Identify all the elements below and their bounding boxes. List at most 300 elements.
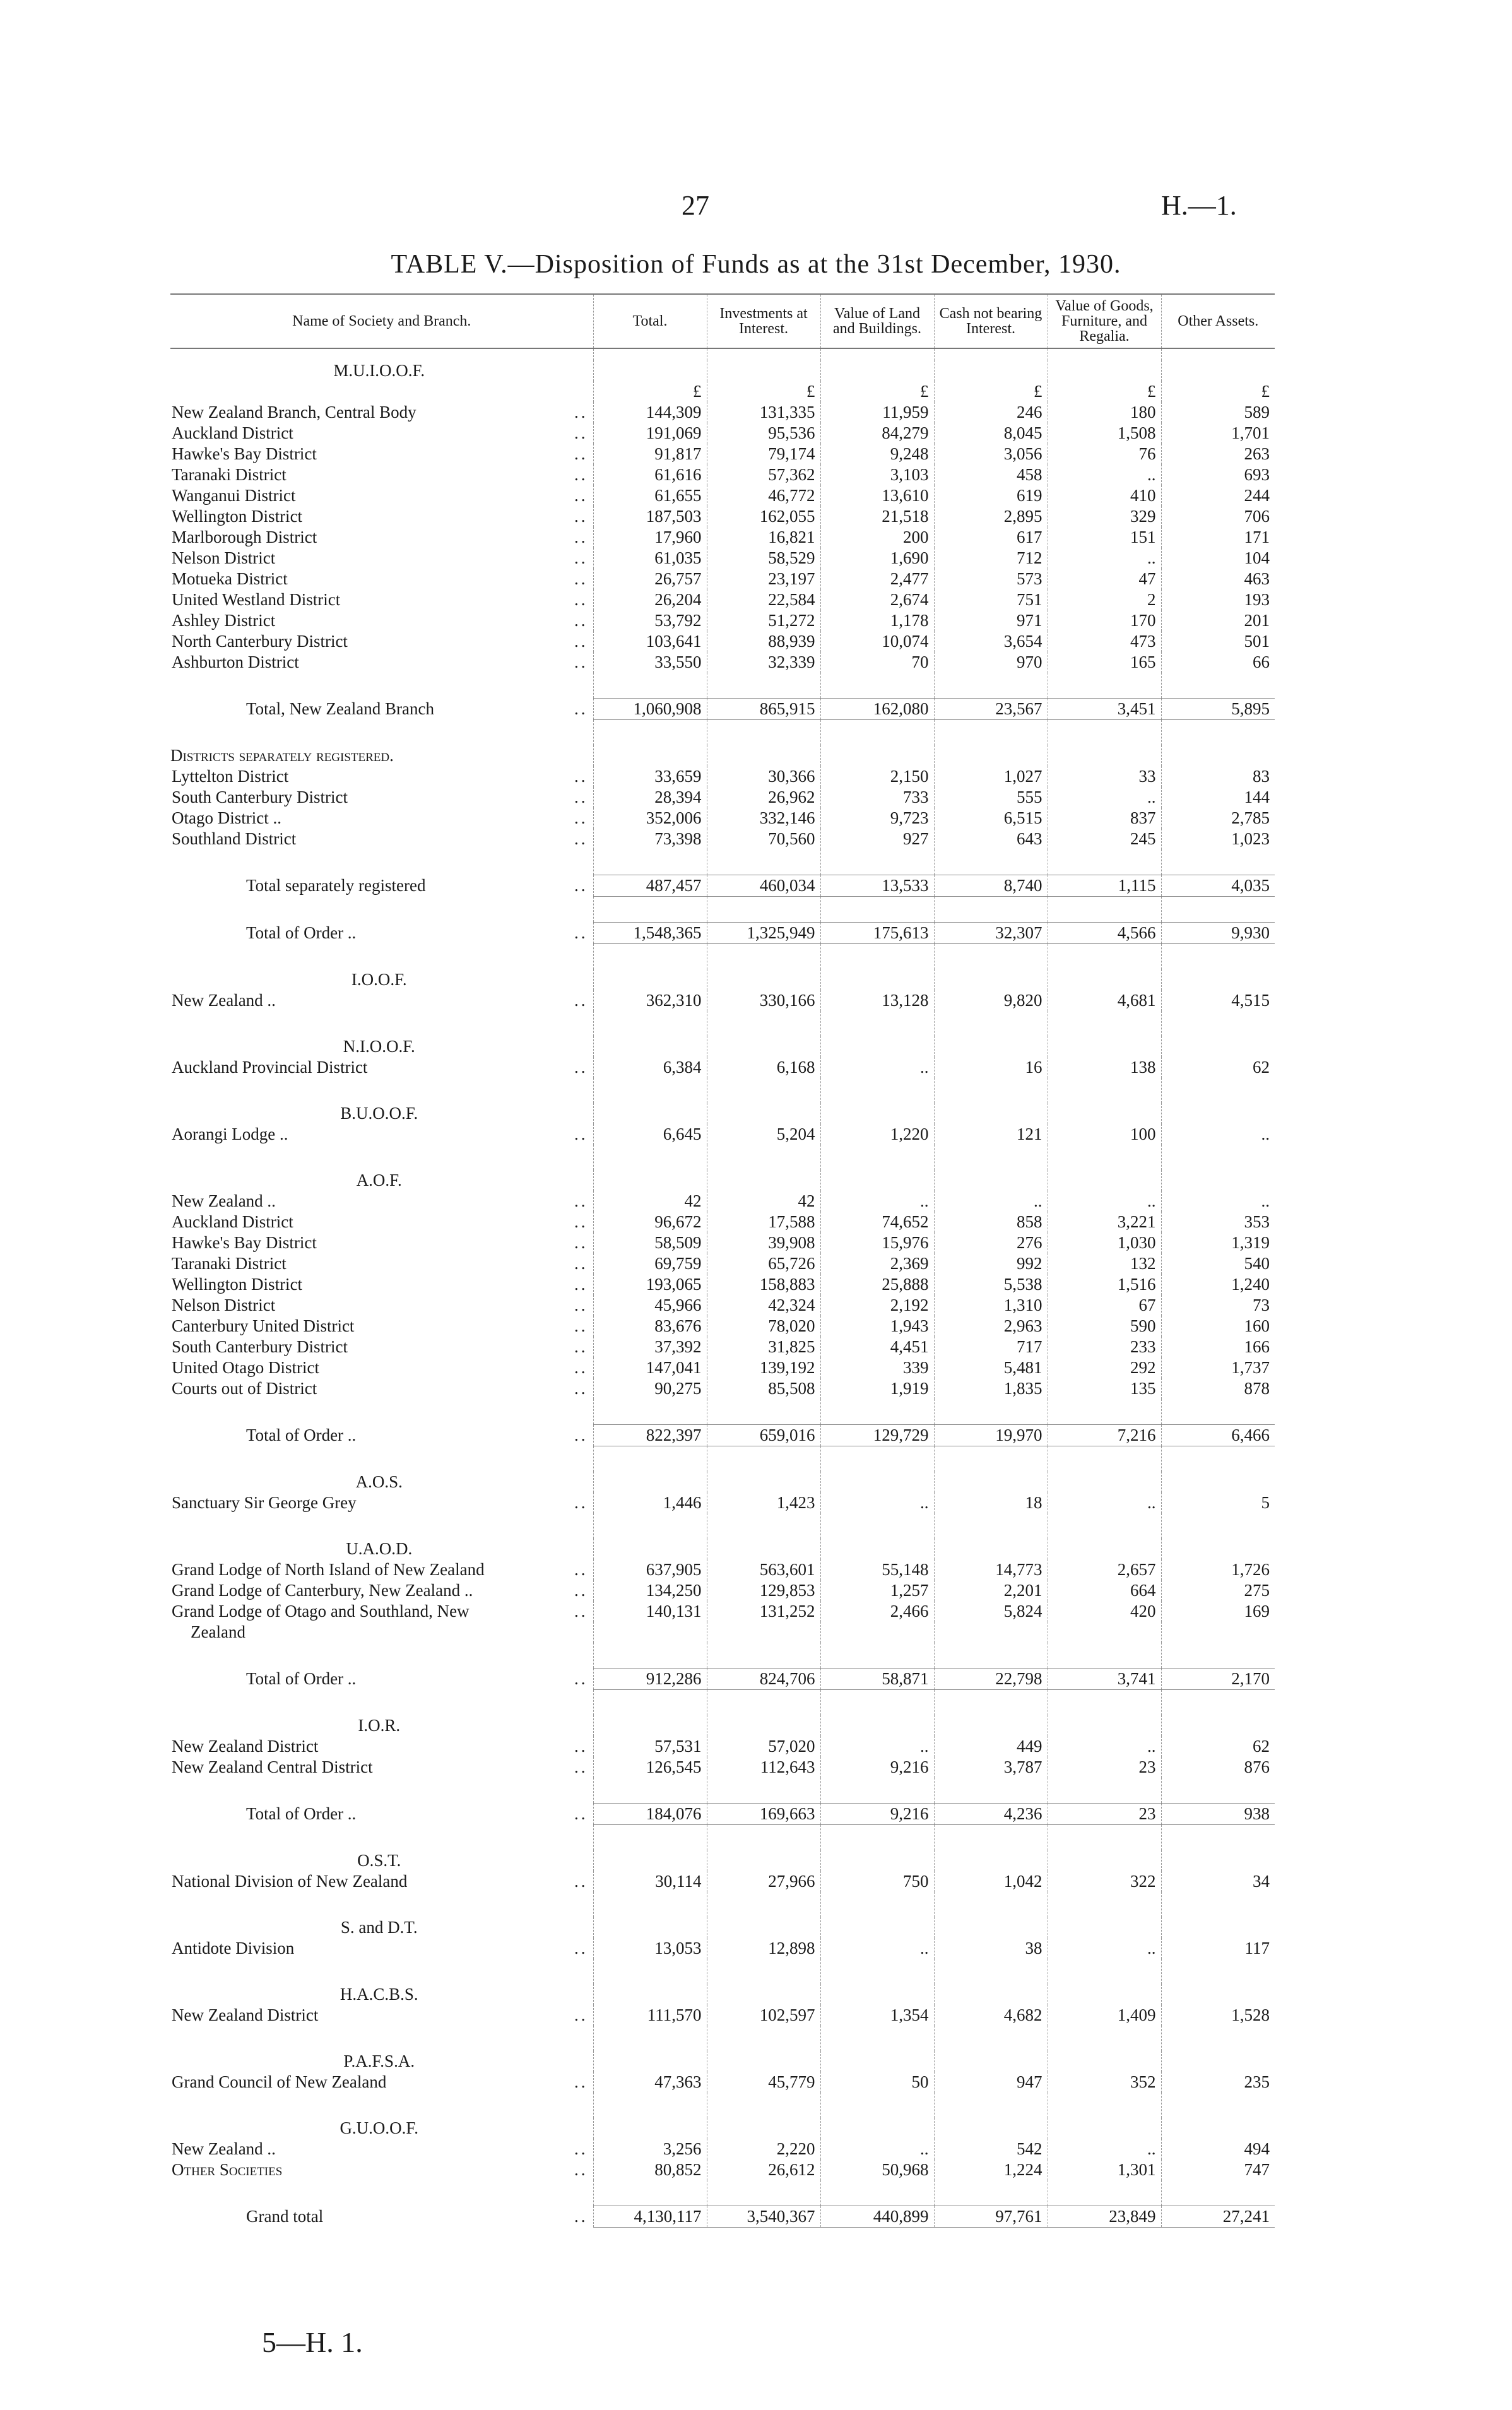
section-heading-row <box>170 1539 1275 1559</box>
value-cell: 7,216 <box>1048 1425 1161 1446</box>
value-cell: 2,477 <box>820 569 934 589</box>
value-cell: .. <box>1048 2139 1161 2159</box>
row-label: Total, New Zealand Branch <box>246 699 434 718</box>
value-cell: 712 <box>934 548 1048 569</box>
value-cell: 750 <box>820 1871 934 1892</box>
value-cell: 191,069 <box>593 423 707 444</box>
section-heading-row <box>170 745 1275 766</box>
value-cell: 245 <box>1048 829 1161 849</box>
value-cell: .. <box>1048 1191 1161 1212</box>
value-cell: 9,248 <box>820 444 934 464</box>
value-cell: 32,307 <box>934 923 1048 944</box>
value-cell: 1,423 <box>707 1492 820 1513</box>
table-row <box>170 2005 1275 2026</box>
leader-dots: .. <box>574 1379 588 1398</box>
value-cell: 2,657 <box>1048 1559 1161 1580</box>
row-label: Other Societies <box>172 2160 283 2179</box>
column-header-other-assets: Other Assets. <box>1161 294 1275 348</box>
value-cell: 22,584 <box>707 589 820 610</box>
row-label: Hawke's Bay District <box>172 444 317 463</box>
table-row <box>170 1232 1275 1253</box>
value-cell: 22,798 <box>934 1669 1048 1690</box>
row-label: New Zealand Central District <box>172 1757 373 1776</box>
value-cell: 78,020 <box>707 1316 820 1337</box>
value-cell: 158,883 <box>707 1274 820 1295</box>
value-cell: 440,899 <box>820 2206 934 2228</box>
value-cell: 10,074 <box>820 631 934 652</box>
value-cell: 460,034 <box>707 875 820 897</box>
table-row <box>170 485 1275 506</box>
leader-dots: .. <box>574 1191 588 1210</box>
spacer-row <box>170 720 1275 746</box>
row-label: Grand Council of New Zealand <box>172 2072 387 2091</box>
column-header-land-buildings: Value of Land and Buildings. <box>820 294 934 348</box>
value-cell: 5 <box>1161 1492 1275 1513</box>
section-heading: Districts separately registered. <box>170 746 394 765</box>
section-heading: H.A.C.B.S. <box>340 1985 418 2004</box>
value-cell: 487,457 <box>593 875 707 897</box>
row-label: New Zealand .. <box>172 1191 276 1210</box>
value-cell: 352 <box>1048 2072 1161 2093</box>
table-row <box>170 990 1275 1011</box>
value-cell: 542 <box>934 2139 1048 2159</box>
column-header-cash: Cash not bearing Interest. <box>934 294 1048 348</box>
value-cell: 1,220 <box>820 1124 934 1145</box>
value-cell <box>820 1622 934 1643</box>
leader-dots: .. <box>574 486 588 505</box>
value-cell: 58,529 <box>707 548 820 569</box>
section-heading: I.O.R. <box>358 1716 401 1735</box>
value-cell: 235 <box>1161 2072 1275 2093</box>
value-cell: 39,908 <box>707 1232 820 1253</box>
value-cell: 6,384 <box>593 1057 707 1078</box>
value-cell: 27,966 <box>707 1871 820 1892</box>
value-cell: 9,930 <box>1161 923 1275 944</box>
table-row <box>170 631 1275 652</box>
value-cell: 9,820 <box>934 990 1048 1011</box>
value-cell: 3,741 <box>1048 1669 1161 1690</box>
value-cell: 3,056 <box>934 444 1048 464</box>
value-cell: .. <box>820 1057 934 1078</box>
table-row <box>170 444 1275 464</box>
row-label: Ashley District <box>172 611 276 630</box>
value-cell: 169 <box>1161 1601 1275 1622</box>
value-cell: 42,324 <box>707 1295 820 1316</box>
value-cell: 4,236 <box>934 1804 1048 1825</box>
value-cell: 2,220 <box>707 2139 820 2159</box>
section-heading-row <box>170 1170 1275 1191</box>
table-row <box>170 506 1275 527</box>
value-cell: 912,286 <box>593 1669 707 1690</box>
value-cell: 171 <box>1161 527 1275 548</box>
value-cell: .. <box>1048 787 1161 808</box>
row-label: United Westland District <box>172 590 341 609</box>
table-row <box>170 1492 1275 1513</box>
value-cell: 144 <box>1161 787 1275 808</box>
row-label: New Zealand .. <box>172 991 276 1010</box>
value-cell: 1,737 <box>1161 1357 1275 1378</box>
spacer-row <box>170 2180 1275 2206</box>
value-cell: 88,939 <box>707 631 820 652</box>
value-cell: 540 <box>1161 1253 1275 1274</box>
section-heading: O.S.T. <box>357 1851 401 1870</box>
value-cell: 563,601 <box>707 1559 820 1580</box>
row-label: Lyttelton District <box>172 767 289 786</box>
value-cell: 589 <box>1161 402 1275 423</box>
leader-dots: .. <box>574 1275 588 1294</box>
table-row <box>170 787 1275 808</box>
value-cell: 67 <box>1048 1295 1161 1316</box>
section-heading: B.U.O.O.F. <box>340 1104 418 1123</box>
value-cell: 61,035 <box>593 548 707 569</box>
value-cell: 5,481 <box>934 1357 1048 1378</box>
leader-dots: .. <box>574 808 588 827</box>
value-cell: 134,250 <box>593 1580 707 1601</box>
table-row <box>170 2072 1275 2093</box>
value-cell: 233 <box>1048 1337 1161 1357</box>
value-cell: 1,310 <box>934 1295 1048 1316</box>
value-cell: .. <box>1161 1191 1275 1212</box>
column-header-total: Total. <box>593 294 707 348</box>
value-cell: 140,131 <box>593 1601 707 1622</box>
value-cell: 822,397 <box>593 1425 707 1446</box>
value-cell: 2,963 <box>934 1316 1048 1337</box>
value-cell: 1,030 <box>1048 1232 1161 1253</box>
row-label: United Otago District <box>172 1358 319 1377</box>
value-cell: 9,216 <box>820 1757 934 1778</box>
row-label: Otago District .. <box>172 808 281 827</box>
value-cell: 102,597 <box>707 2005 820 2026</box>
column-header-investments: Investments at Interest. <box>707 294 820 348</box>
value-cell: 13,610 <box>820 485 934 506</box>
value-cell: 1,919 <box>820 1378 934 1399</box>
value-cell: 83,676 <box>593 1316 707 1337</box>
table-row <box>170 402 1275 423</box>
value-cell: 55,148 <box>820 1559 934 1580</box>
leader-dots: .. <box>574 1602 588 1621</box>
row-label: Taranaki District <box>172 465 286 484</box>
value-cell: 62 <box>1161 1736 1275 1757</box>
value-cell: 3,103 <box>820 464 934 485</box>
unit-cell: £ <box>707 381 820 402</box>
value-cell: 1,516 <box>1048 1274 1161 1295</box>
value-cell: 33,550 <box>593 652 707 673</box>
value-cell: 4,566 <box>1048 923 1161 944</box>
value-cell: 8,740 <box>934 875 1048 897</box>
section-heading-row <box>170 1917 1275 1938</box>
leader-dots: .. <box>574 2207 588 2226</box>
spacer-row <box>170 1643 1275 1669</box>
value-cell: 458 <box>934 464 1048 485</box>
section-heading: A.O.S. <box>355 1472 403 1491</box>
value-cell: 50,968 <box>820 2159 934 2180</box>
spacer-row <box>170 1825 1275 1851</box>
value-cell: 420 <box>1048 1601 1161 1622</box>
leader-dots: .. <box>574 1493 588 1512</box>
value-cell: 34 <box>1161 1871 1275 1892</box>
value-cell: 352,006 <box>593 808 707 829</box>
leader-dots: .. <box>574 611 588 630</box>
row-label: New Zealand District <box>172 1737 319 1756</box>
leader-dots: .. <box>574 423 588 442</box>
leader-dots: .. <box>574 767 588 786</box>
value-cell: .. <box>1048 464 1161 485</box>
section-heading-row <box>170 2118 1275 2139</box>
value-cell: 473 <box>1048 631 1161 652</box>
table-row <box>170 1253 1275 1274</box>
section-heading: M.U.I.O.O.F. <box>333 361 425 380</box>
table-row <box>170 464 1275 485</box>
value-cell: 129,729 <box>820 1425 934 1446</box>
table-row <box>170 1295 1275 1316</box>
value-cell: 66 <box>1161 652 1275 673</box>
value-cell: 4,515 <box>1161 990 1275 1011</box>
table-row <box>170 829 1275 849</box>
value-cell: 15,976 <box>820 1232 934 1253</box>
value-cell: 2,466 <box>820 1601 934 1622</box>
section-heading-row <box>170 1715 1275 1736</box>
leader-dots: .. <box>574 1254 588 1273</box>
value-cell: 590 <box>1048 1316 1161 1337</box>
total-row <box>170 1804 1275 1825</box>
value-cell: 117 <box>1161 1938 1275 1959</box>
value-cell: 61,616 <box>593 464 707 485</box>
value-cell: 362,310 <box>593 990 707 1011</box>
value-cell: 494 <box>1161 2139 1275 2159</box>
spacer-row <box>170 2026 1275 2051</box>
table-row <box>170 1124 1275 1145</box>
value-cell: 69,759 <box>593 1253 707 1274</box>
leader-dots: .. <box>574 2005 588 2024</box>
value-cell: 126,545 <box>593 1757 707 1778</box>
value-cell: 76 <box>1048 444 1161 464</box>
value-cell: 1,446 <box>593 1492 707 1513</box>
value-cell: 1,508 <box>1048 423 1161 444</box>
table-row <box>170 1871 1275 1892</box>
value-cell: 664 <box>1048 1580 1161 1601</box>
value-cell: 244 <box>1161 485 1275 506</box>
table-row <box>170 1057 1275 1078</box>
value-cell: 619 <box>934 485 1048 506</box>
row-label: Wanganui District <box>172 486 296 505</box>
row-label: South Canterbury District <box>172 788 348 806</box>
value-cell: 992 <box>934 1253 1048 1274</box>
row-label: Grand Lodge of North Island of New Zealand <box>172 1560 485 1579</box>
value-cell: 1,115 <box>1048 875 1161 897</box>
section-heading-row <box>170 1850 1275 1871</box>
row-label: Southland District <box>172 829 297 848</box>
leader-dots: .. <box>574 1872 588 1891</box>
value-cell: 1,548,365 <box>593 923 707 944</box>
value-cell: 169,663 <box>707 1804 820 1825</box>
value-cell: 1,060,908 <box>593 699 707 720</box>
leader-dots: .. <box>574 876 588 895</box>
row-label: Zealand <box>191 1622 245 1641</box>
page-number: 27 <box>682 190 709 221</box>
section-heading: I.O.O.F. <box>351 970 407 989</box>
value-cell: 751 <box>934 589 1048 610</box>
value-cell: .. <box>1048 1938 1161 1959</box>
value-cell: 706 <box>1161 506 1275 527</box>
row-label: Auckland District <box>172 423 293 442</box>
value-cell: 73,398 <box>593 829 707 849</box>
value-cell: 111,570 <box>593 2005 707 2026</box>
value-cell: 129,853 <box>707 1580 820 1601</box>
value-cell: 147,041 <box>593 1357 707 1378</box>
value-cell: .. <box>934 1191 1048 1212</box>
row-label: Courts out of District <box>172 1379 317 1398</box>
row-label: New Zealand .. <box>172 2139 276 2158</box>
value-cell: 193 <box>1161 589 1275 610</box>
value-cell: 33,659 <box>593 766 707 787</box>
value-cell: 61,655 <box>593 485 707 506</box>
row-label: Total of Order .. <box>246 1426 357 1444</box>
value-cell: 37,392 <box>593 1337 707 1357</box>
section-heading-row <box>170 1984 1275 2005</box>
table-row <box>170 1378 1275 1399</box>
value-cell: 4,035 <box>1161 875 1275 897</box>
value-cell: .. <box>1048 1492 1161 1513</box>
table-row <box>170 1274 1275 1295</box>
value-cell: 637,905 <box>593 1559 707 1580</box>
value-cell: 19,970 <box>934 1425 1048 1446</box>
value-cell: 3,256 <box>593 2139 707 2159</box>
value-cell: 200 <box>820 527 934 548</box>
table-row <box>170 1736 1275 1757</box>
value-cell: 3,540,367 <box>707 2206 820 2228</box>
value-cell: 275 <box>1161 1580 1275 1601</box>
value-cell: 246 <box>934 402 1048 423</box>
table-row <box>170 2159 1275 2180</box>
spacer-row <box>170 348 1275 360</box>
value-cell: 1,257 <box>820 1580 934 1601</box>
value-cell: 1,027 <box>934 766 1048 787</box>
spacer-row <box>170 1446 1275 1472</box>
value-cell: 42 <box>593 1191 707 1212</box>
value-cell: 322 <box>1048 1871 1161 1892</box>
value-cell: 18 <box>934 1492 1048 1513</box>
value-cell: 83 <box>1161 766 1275 787</box>
spacer-row <box>170 1959 1275 1984</box>
row-label: Total of Order .. <box>246 923 357 942</box>
row-label: Total of Order .. <box>246 1669 357 1688</box>
value-cell: 170 <box>1048 610 1161 631</box>
value-cell: 187,503 <box>593 506 707 527</box>
value-cell: 21,518 <box>820 506 934 527</box>
row-label: Wellington District <box>172 507 303 526</box>
value-cell: 339 <box>820 1357 934 1378</box>
value-cell: 3,451 <box>1048 699 1161 720</box>
value-cell: 927 <box>820 829 934 849</box>
value-cell: 45,966 <box>593 1295 707 1316</box>
row-label: Nelson District <box>172 1296 276 1314</box>
value-cell: 824,706 <box>707 1669 820 1690</box>
leader-dots: .. <box>574 569 588 588</box>
value-cell: 970 <box>934 652 1048 673</box>
row-label: Ashburton District <box>172 653 299 671</box>
value-cell: 74,652 <box>820 1212 934 1232</box>
value-cell: 79,174 <box>707 444 820 464</box>
value-cell: 201 <box>1161 610 1275 631</box>
value-cell: 332,146 <box>707 808 820 829</box>
value-cell: 3,787 <box>934 1757 1048 1778</box>
value-cell: 878 <box>1161 1378 1275 1399</box>
value-cell: 463 <box>1161 569 1275 589</box>
leader-dots: .. <box>574 507 588 526</box>
value-cell: 5,895 <box>1161 699 1275 720</box>
value-cell: 6,515 <box>934 808 1048 829</box>
row-label: Antidote Division <box>172 1939 295 1958</box>
value-cell: 25,888 <box>820 1274 934 1295</box>
leader-dots: .. <box>574 1058 588 1077</box>
table-row <box>170 569 1275 589</box>
section-heading-row <box>170 1103 1275 1124</box>
spacer-row <box>170 944 1275 970</box>
spacer-row <box>170 1513 1275 1539</box>
value-cell: 31,825 <box>707 1337 820 1357</box>
value-cell: 96,672 <box>593 1212 707 1232</box>
value-cell: 139,192 <box>707 1357 820 1378</box>
value-cell: 747 <box>1161 2159 1275 2180</box>
leader-dots: .. <box>574 991 588 1010</box>
leader-dots: .. <box>574 2139 588 2158</box>
leader-dots: .. <box>574 1358 588 1377</box>
value-cell: 501 <box>1161 631 1275 652</box>
value-cell: 971 <box>934 610 1048 631</box>
value-cell: .. <box>820 2139 934 2159</box>
value-cell: .. <box>820 1736 934 1757</box>
table-body <box>170 348 1275 2228</box>
value-cell: 2,674 <box>820 589 934 610</box>
table-title: TABLE V.—Disposition of Funds as at the 31st December, 1930. <box>391 250 1121 279</box>
value-cell: 4,681 <box>1048 990 1161 1011</box>
leader-dots: .. <box>574 465 588 484</box>
value-cell: 175,613 <box>820 923 934 944</box>
value-cell: 1,240 <box>1161 1274 1275 1295</box>
leader-dots: .. <box>574 403 588 422</box>
leader-dots: .. <box>574 548 588 567</box>
value-cell: 617 <box>934 527 1048 548</box>
leader-dots: .. <box>574 1804 588 1823</box>
leader-dots: .. <box>574 653 588 671</box>
leader-dots: .. <box>574 2072 588 2091</box>
leader-dots: .. <box>574 699 588 718</box>
value-cell: 47 <box>1048 569 1161 589</box>
leader-dots: .. <box>574 1737 588 1756</box>
row-label: Motueka District <box>172 569 288 588</box>
value-cell <box>934 1622 1048 1643</box>
value-cell: 53,792 <box>593 610 707 631</box>
section-heading: A.O.F. <box>356 1171 402 1190</box>
value-cell: 263 <box>1161 444 1275 464</box>
table-row <box>170 1938 1275 1959</box>
value-cell: 1,023 <box>1161 829 1275 849</box>
value-cell: 58,871 <box>820 1669 934 1690</box>
value-cell: 47,363 <box>593 2072 707 2093</box>
row-label: New Zealand District <box>172 2005 319 2024</box>
value-cell: 23,197 <box>707 569 820 589</box>
value-cell: 3,221 <box>1048 1212 1161 1232</box>
row-label: Total separately registered <box>246 876 426 895</box>
value-cell: 95,536 <box>707 423 820 444</box>
total-row <box>170 923 1275 944</box>
row-label: Auckland District <box>172 1212 293 1231</box>
leader-dots: .. <box>574 788 588 806</box>
section-heading-row <box>170 360 1275 381</box>
value-cell: 33 <box>1048 766 1161 787</box>
value-cell: 5,538 <box>934 1274 1048 1295</box>
total-row <box>170 1425 1275 1446</box>
